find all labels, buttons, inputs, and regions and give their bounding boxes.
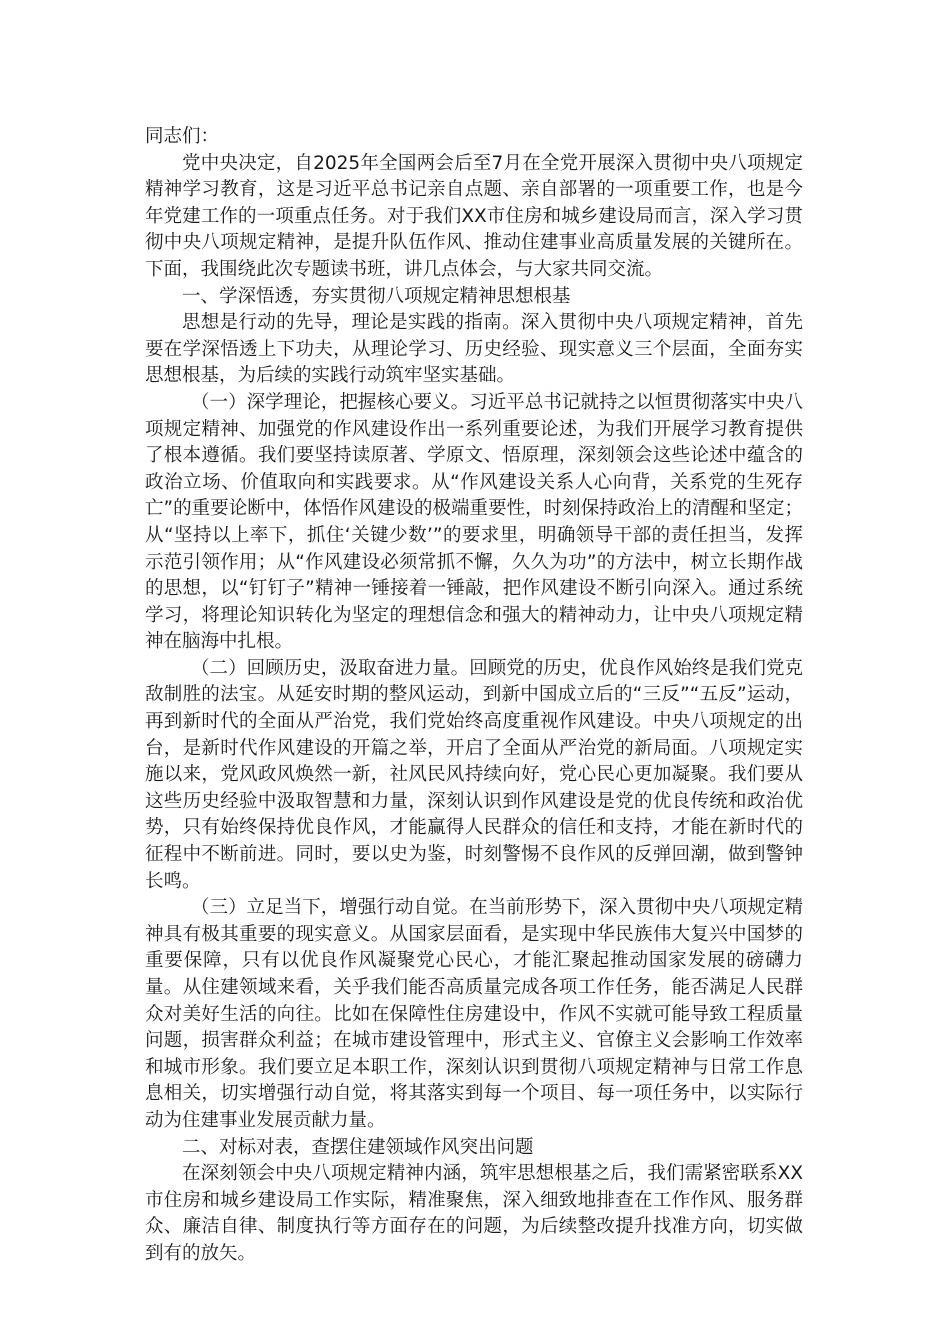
intro-paragraph: 党中央决定，自2025年全国两会后至7月在全党开展深入贯彻中央八项规定精神学习教育，这是习近平总书记亲自点题、亲自部署的一项重要工作，也是今年党建工作的一项重点任务。对于我们XX市住房和城乡建设局而言，深入学习贯彻中央八项规定精神，是提升队伍作风、推动住建事业高质量发展的关键所在。下面，我围绕此次专题读书班，讲几点体会，与大家共同交流。: [145, 152, 803, 280]
subsection-1-1: （一）深学理论，把握核心要义。习近平总书记就持之以恒贯彻落实中央八项规定精神、加强党的作风建设作出一系列重要论述，为我们开展学习教育提供了根本遵循。我们要坚持读原著、学原文、悟原理，深刻领会这些论述中蕴含的政治立场、价值取向和实践要求。从“作风建设关系人心向背，关系党的生死存亡”的重要论断中，体悟作风建设的极端重要性，时刻保持政治上的清醒和坚定；从“坚持以上率下，抓住‘关键少数’”的要求里，明确领导干部的责任担当，发挥示范引领作用；从“作风建设必须常抓不懈，久久为功”的方法中，树立长期作战的思想，以“钉钉子”精神一锤接着一锤敲，把作风建设不断引向深入。通过系统学习，将理论知识转化为坚定的理想信念和强大的精神动力，让中央八项规定精神在脑海中扎根。: [145, 391, 803, 653]
section-heading-1: 一、学深悟透，夯实贯彻八项规定精神思想根基: [182, 285, 571, 307]
subsection-1-2: （二）回顾历史，汲取奋进力量。回顾党的历史，优良作风始终是我们党克敌制胜的法宝。从延安时期的整风运动，到新中国成立后的“三反”“五反”运动，再到新时代的全面从严治党，我们党始终高度重视作风建设。中央八项规定的出台，是新时代作风建设的开篇之举，开启了全面从严治党的新局面。八项规定实施以来，党风政风焕然一新，社风民风持续向好，党心民心更加凝聚。我们要从这些历史经验中汲取智慧和力量，深刻认识到作风建设是党的优良传统和政治优势，只有始终保持优良作风，才能赢得人民群众的信任和支持，才能在新时代的征程中不断前进。同时，要以史为鉴，时刻警惕不良作风的反弹回潮，做到警钟长鸣。: [145, 657, 803, 892]
section-1-intro: 思想是行动的先导，理论是实践的指南。深入贯彻中央八项规定精神，首先要在学深悟透上下功夫，从理论学习、历史经验、现实意义三个层面，全面夯实思想根基，为后续的实践行动筑牢坚实基础。: [145, 312, 803, 387]
document-body: [145, 124, 803, 1268]
section-2-intro: 在深刻领会中央八项规定精神内涵，筑牢思想根基之后，我们需紧密联系XX市住房和城乡建设局工作实际，精准聚焦，深入细致地排查在工作作风、服务群众、廉洁自律、制度执行等方面存在的问题，为后续整改提升找准方向，切实做到有的放矢。: [145, 1163, 803, 1264]
subsection-1-3: （三）立足当下，增强行动自觉。在当前形势下，深入贯彻中央八项规定精神具有极其重要的现实意义。从国家层面看，是实现中华民族伟大复兴中国梦的重要保障，只有以优良作风凝聚党心民心，才能汇聚起推动国家发展的磅礴力量。从住建领域来看，关乎我们能否高质量完成各项工作任务，能否满足人民群众对美好生活的向往。比如在保障性住房建设中，作风不实就可能导致工程质量问题，损害群众利益；在城市建设管理中，形式主义、官僚主义会影响工作效率和城市形象。我们要立足本职工作，深刻认识到贯彻八项规定精神与日常工作息息相关，切实增强行动自觉，将其落实到每一个项目、每一项任务中，以实际行动为住建事业发展贡献力量。: [145, 897, 803, 1131]
section-heading-2: 二、对标对表，查摆住建领域作风突出问题: [182, 1136, 534, 1158]
salutation: 同志们：: [145, 126, 220, 147]
